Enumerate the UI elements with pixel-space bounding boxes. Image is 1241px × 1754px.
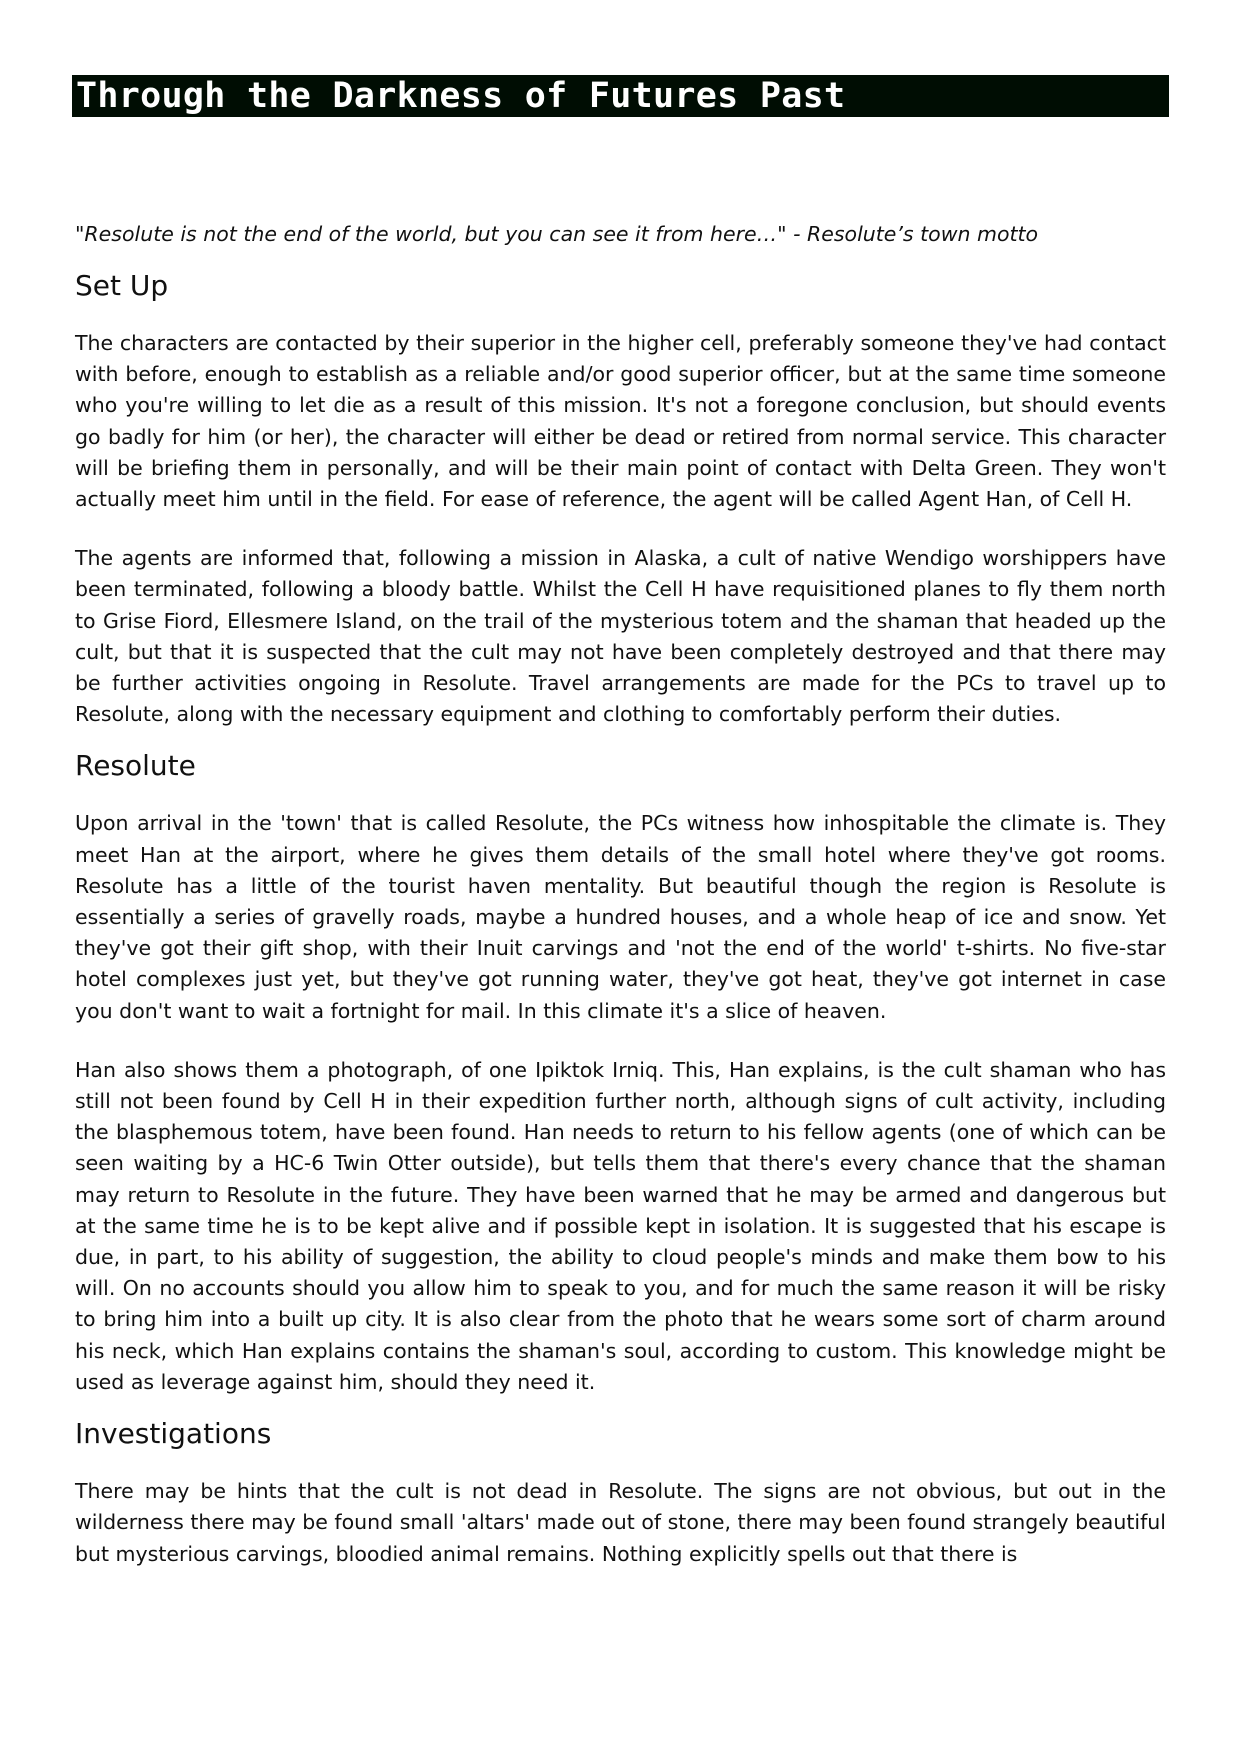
- paragraph: There may be hints that the cult is not dead in Resolute. The signs are not obvious, but out in the wilderness there may be found small 'altars' made out of stone, there may been found strangely beautiful but mysterious carvings, bloodied animal remains. Nothing explicitly spells out that there is: [75, 1479, 1166, 1566]
- paragraph: The characters are contacted by their superior in the higher cell, preferably someone they've had contact with before, enough to establish as a reliable and/or good superior officer, but at the same time someone who you're willing to let die as a result of this mission. It's not a foregone conclusion, but should events go badly for him (or her), the character will either be dead or retired from normal service. This character will be briefing them in personally, and will be their main point of contact with Delta Green. They won't actually meet him until in the field. For ease of reference, the agent will be called Agent Han, of Cell H.: [75, 331, 1166, 512]
- paragraph: The agents are informed that, following a mission in Alaska, a cult of native Wendigo worshippers have been terminated, following a bloody battle. Whilst the Cell H have requisitioned planes to fly them north to Grise Fiord, Ellesmere Island, on the trail of the mysterious totem and the shaman that headed up the cult, but that it is suspected that the cult may not have been completely destroyed and that there may be further activities ongoing in Resolute. Travel arrangements are made for the PCs to travel up to Resolute, along with the necessary equipment and clothing to comfortably perform their duties.: [75, 546, 1166, 727]
- document-title: Through the Darkness of Futures Past: [72, 75, 1169, 117]
- document-body: [75, 219, 1166, 1570]
- section-heading-resolute: Resolute: [75, 749, 196, 783]
- paragraph: Upon arrival in the 'town' that is called Resolute, the PCs witness how inhospitable the climate is. They meet Han at the airport, where he gives them details of the small hotel where they've got rooms. Resolute has a little of the tourist haven mentality. But beautiful though the region is Resolute is essentially a series of gravelly roads, maybe a hundred houses, and a whole heap of ice and snow. Yet they've got their gift shop, with their Inuit carvings and 'not the end of the world' t-shirts. No five-star hotel complexes just yet, but they've got running water, they've got heat, they've got internet in case you don't want to wait a fortnight for mail. In this climate it's a slice of heaven.: [75, 811, 1166, 1023]
- section-heading-investigations: Investigations: [75, 1417, 272, 1451]
- epigraph: "Resolute is not the end of the world, but you can see it from here…" - Resolute’s town motto: [75, 222, 1039, 246]
- section-heading-set-up: Set Up: [75, 269, 169, 302]
- paragraph: Han also shows them a photograph, of one Ipiktok Irniq. This, Han explains, is the cult shaman who has still not been found by Cell H in their expedition further north, although signs of cult activity, including the blasphemous totem, have been found. Han needs to return to his fellow agents (one of which can be seen waiting by a HC-6 Twin Otter outside), but tells them that there's every chance that the shaman may return to Resolute in the future. They have been warned that he may be armed and dangerous but at the same time he is to be kept alive and if possible kept in isolation. It is suggested that his escape is due, in part, to his ability of suggestion, the ability to cloud people's minds and make them bow to his will. On no accounts should you allow him to speak to you, and for much the same reason it will be risky to bring him into a built up city. It is also clear from the photo that he wears some sort of charm around his neck, which Han explains contains the shaman's soul, according to custom. This knowledge might be used as leverage against him, should they need it.: [75, 1057, 1166, 1394]
